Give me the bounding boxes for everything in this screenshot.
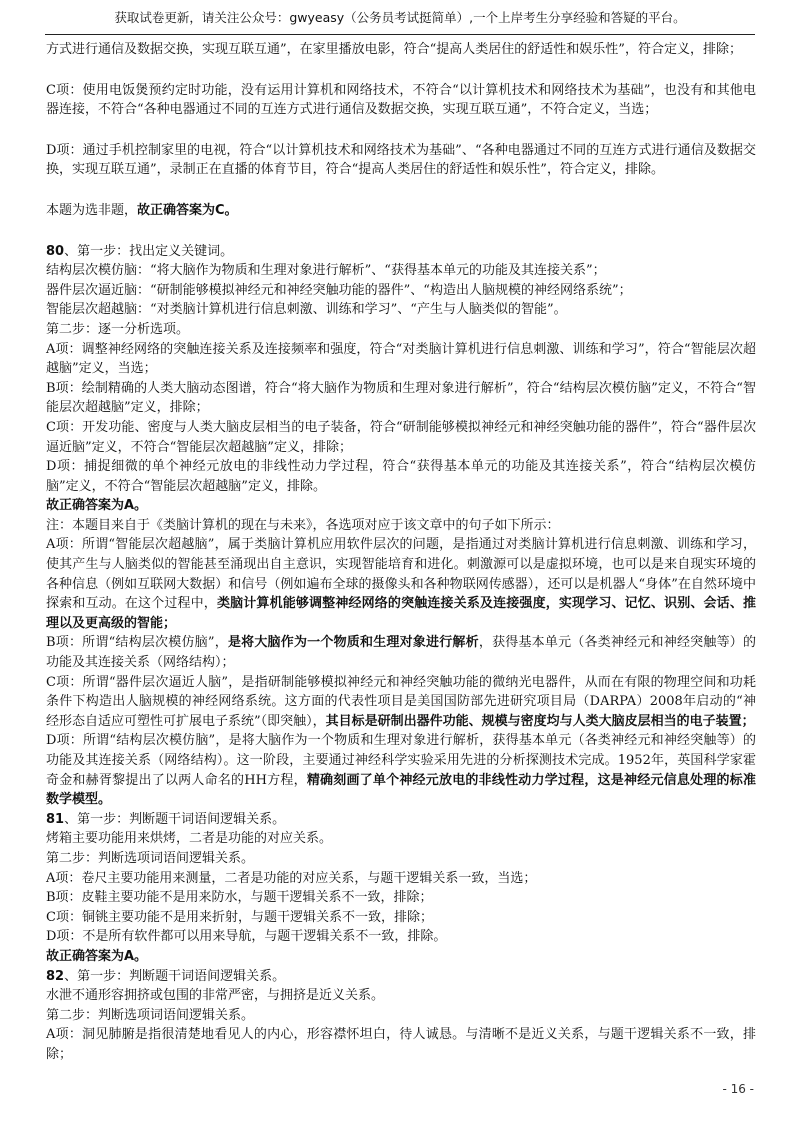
spacer xyxy=(46,120,756,141)
page-header xyxy=(0,0,800,34)
q80-step1 xyxy=(46,242,756,262)
q81-stem: 烤箱主要功能用来烘烤，二者是功能的对应关系。 xyxy=(46,831,333,847)
q81-option-c: C项：铜铫主要功能不是用来折射，与题干逻辑关系不一致，排除； xyxy=(46,909,433,925)
q81-answer xyxy=(46,947,756,967)
q82-step1-text: 、第一步：判断题干词语间逻辑关系。 xyxy=(64,968,286,984)
q80-def3: 智能层次超越脑：“对类脑计算机进行信息刺激、训练和学习”、“产生与人脑类似的智能”。 xyxy=(46,302,567,318)
q79-option-b-tail: 方式进行通信及数据交换，实现互联互通”，在家里播放电影，符合“提高人类居住的舒适性和娱乐性”，符合定义，排除； xyxy=(46,42,742,57)
spacer xyxy=(46,180,756,201)
q80-note-b-pre: B项：所谓“结构层次模仿脑”， xyxy=(46,635,228,651)
q80-note-a-bold: 类脑计算机能够调整神经网络的突触连接关系及连接强度，实现学习、记忆、识别、会话、推理以及更高级的智能； xyxy=(46,596,756,631)
header-notice: 获取试卷更新，请关注公众号：gwyeasy（公务员考试挺简单）,一个上岸考生分享经验和答疑的平台。 xyxy=(114,10,686,25)
q81-answer-text: 故正确答案为A。 xyxy=(46,948,148,964)
q81-option-a: A项：卷尺主要功能用来测量，二者是功能的对应关系，与题干逻辑关系一致，当选； xyxy=(46,870,537,886)
q80-step2: 第二步：逐一分析选项。 xyxy=(46,321,190,337)
q81-option-b: B项：皮鞋主要功能不是用来防水，与题干逻辑关系不一致，排除； xyxy=(46,890,433,906)
q80-note-intro: 注：本题目来自于《类脑计算机的现在与未来》，各选项对应于该文章中的句子如下所示： xyxy=(46,517,560,533)
q80-option-b: B项：绘制精确的人类大脑动态图谱，符合“将大脑作为物质和生理对象进行解析”，符合“结构层次模仿脑”定义，不符合“智能层次超越脑”定义，排除； xyxy=(46,380,756,416)
q80-option-a: A项：调整神经网络的突触连接关系及连接频率和强度，符合“对类脑计算机进行信息刺激、训练和学习”，符合“智能层次超越脑”定义，当选； xyxy=(46,341,756,377)
document-body xyxy=(46,40,756,1065)
q82-step1 xyxy=(46,967,756,987)
page-number: - 16 - xyxy=(722,1082,754,1096)
q80-note-c-bold: 其目标是研制出器件功能、规模与密度均与人类大脑皮层相当的电子装置； xyxy=(325,713,755,729)
q80-note-c xyxy=(46,673,756,732)
q80-answer-text: 故正确答案为A。 xyxy=(46,498,148,514)
q81-step1 xyxy=(46,810,756,830)
q80-step1-text: 、第一步：找出定义关键词。 xyxy=(64,243,234,259)
q81-number: 81 xyxy=(46,811,65,827)
q80-answer xyxy=(46,496,756,516)
q81-step1-text: 、第一步：判断题干词语间逻辑关系。 xyxy=(64,811,286,827)
q79-conclusion-text: 本题为选非题， xyxy=(46,202,138,218)
q81-step2: 第二步：判断选项词语间逻辑关系。 xyxy=(46,850,255,866)
q80-def1: 结构层次模仿脑：“将大脑作为物质和生理对象进行解析”、“获得基本单元的功能及其连接关系”； xyxy=(46,263,606,279)
q82-number: 82 xyxy=(46,968,65,984)
q80-note-a-text: A项：所谓“智能层次超越脑”，属于类脑计算机应用软件层次的问题，是指通过对类脑计算机进行信息刺激、训练和学习，使其产生与人脑类似的智能甚至涌现出自主意识，实现智能培育和进化。刺激源可以是虚拟环境，也可以是来自现实环境的各种信息（例如互联网大数据）和信号（例如遍布全球的摄像头和各种物联网传感器），还可以是机器人“身体”在自然环境中探索和互动。在这个过程中， xyxy=(46,537,756,612)
spacer xyxy=(46,221,756,242)
q82-option-a: A项：洞见肺腑是指很清楚地看见人的内心，形容襟怀坦白，待人诚恳。与清晰不是近义关系，与题干逻辑关系不一致，排除； xyxy=(46,1027,756,1062)
q79-answer: 故正确答案为C。 xyxy=(137,202,238,218)
q82-stem: 水泄不通形容拥挤或包围的非常严密，与拥挤是近义关系。 xyxy=(46,988,385,1004)
q81-option-d: D项：不是所有软件都可以用来导航，与题干逻辑关系不一致，排除。 xyxy=(46,929,447,945)
q80-note-d-bold: 精确刻画了单个神经元放电的非线性动力学过程，这是神经元信息处理的标准数学模型。 xyxy=(46,772,756,808)
q80-note-b xyxy=(46,633,756,672)
q80-number: 80 xyxy=(46,243,65,259)
q80-def2: 器件层次逼近脑：“研制能够模拟神经元和神经突触功能的器件”、“构造出人脑规模的神经网络系统”； xyxy=(46,282,632,298)
q80-note-d xyxy=(46,731,756,809)
header-divider xyxy=(45,34,755,35)
q80-note-b-post: ，获得基本单元（各类神经元和神经突触等）的功能及其连接关系（网络结构）； xyxy=(46,635,756,671)
q80-note-a xyxy=(46,535,756,633)
q79-option-d: D项：通过手机控制家里的电视，符合“以计算机技术和网络技术为基础”、“各种电器通过不同的互连方式进行通信及数据交换，实现互联互通”，录制正在直播的体育节目，符合“提高人类居住的舒适性和娱乐性”，符合定义，排除。 xyxy=(46,142,756,178)
spacer xyxy=(46,60,756,81)
q80-note-d-text: D项：所谓“结构层次模仿脑”，是将大脑作为一个物质和生理对象进行解析，获得基本单元（各类神经元和神经突触等）的功能及其连接关系（网络结构）。这一阶段，主要通过神经科学实验采用先进的分析探测技术完成。1952年，英国科学家霍奇金和赫胥黎提出了以两人命名的HH方程， xyxy=(46,733,756,788)
q79-option-c: C项：使用电饭煲预约定时功能，没有运用计算机和网络技术，不符合“以计算机技术和网络技术为基础”，也没有和其他电器连接，不符合“各种电器通过不同的互连方式进行通信及数据交换，实现互联互通”，不符合定义，当选； xyxy=(46,82,756,118)
q80-option-d: D项：捕捉细微的单个神经元放电的非线性动力学过程，符合“获得基本单元的功能及其连接关系”，符合“结构层次模仿脑”定义，不符合“智能层次超越脑”定义，排除。 xyxy=(46,459,756,494)
q80-option-c: C项：开发功能、密度与人类大脑皮层相当的电子装备，符合“研制能够模拟神经元和神经突触功能的器件”，符合“器件层次逼近脑”定义，不符合“智能层次超越脑”定义，排除； xyxy=(46,419,756,455)
q80-note-b-bold: 是将大脑作为一个物质和生理对象进行解析 xyxy=(227,635,479,651)
q79-conclusion xyxy=(46,201,756,221)
q80-note-c-text: C项：所谓“器件层次逼近人脑”，是指研制能够模拟神经元和神经突触功能的微纳光电器件，从而在有限的物理空间和功耗条件下构造出人脑规模的神经网络系统。这方面的代表性项目是美国国防部先进研究项目局（DARPA）2008年启动的“神经形态自适应可塑性可扩展电子系统”（即突触）， xyxy=(46,674,756,729)
q82-step2: 第二步：判断选项词语间逻辑关系。 xyxy=(46,1007,255,1023)
